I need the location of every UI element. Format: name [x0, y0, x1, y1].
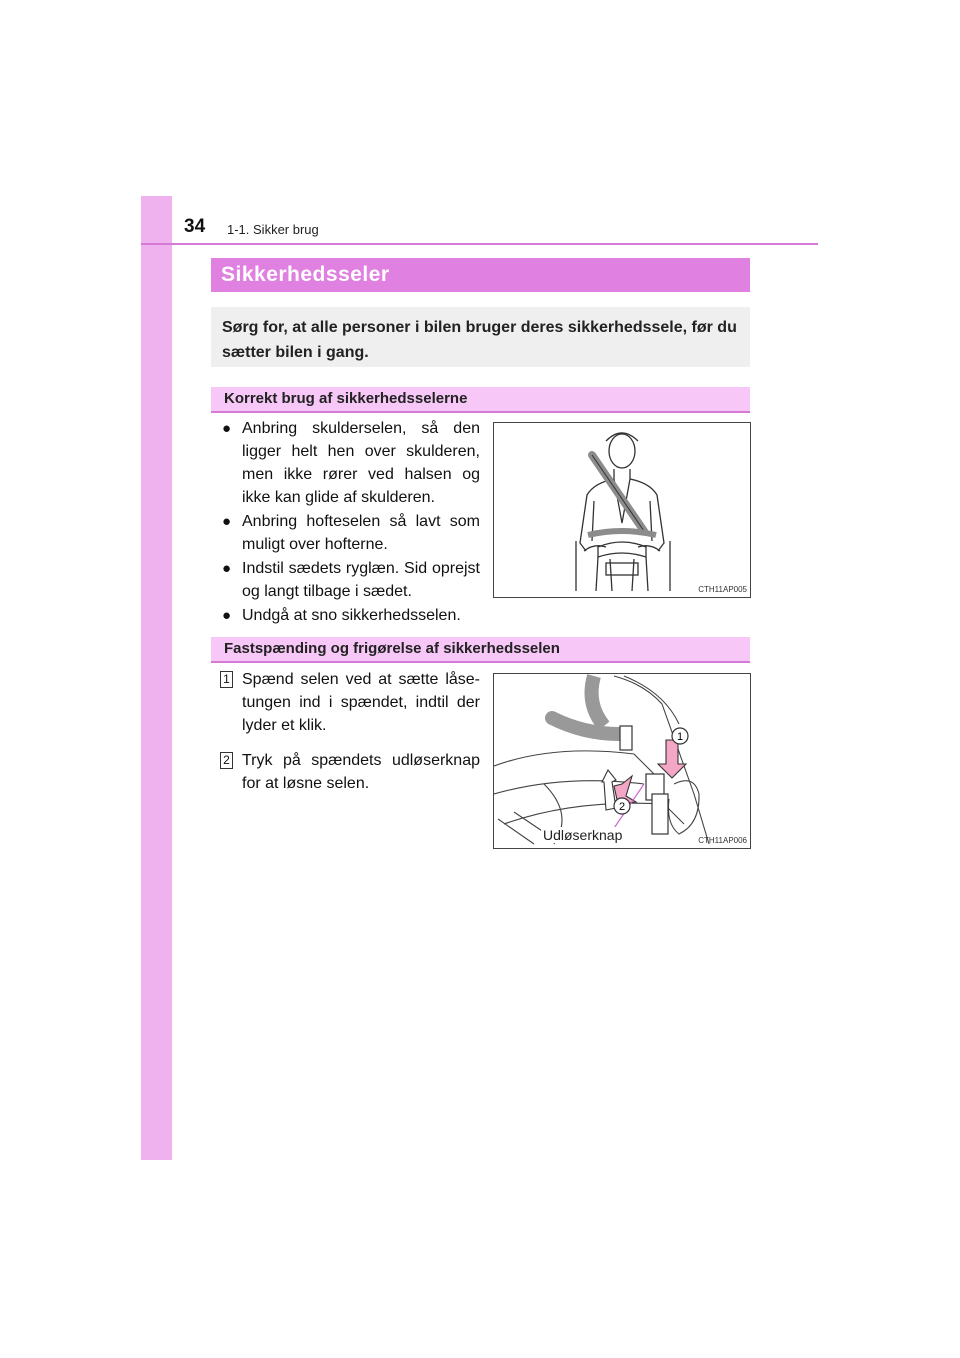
section-title-bar — [211, 258, 750, 292]
fasten-release-steps — [218, 668, 480, 807]
subheading-correct-use-label: Korrekt brug af sikkerhedsselerne — [224, 390, 468, 407]
list-item: 1 Spænd selen ved at sætte låse-tungen ind i spændet, indtil der lyder et klik. — [218, 668, 480, 737]
intro-text: Sørg for, at alle personer i bilen bruger deres sikkerhedssele, før du sætter bilen i gang. — [222, 319, 737, 361]
release-button-label: Udløserknap — [543, 827, 623, 843]
list-item: 2 Tryk på spændets udløserknap for at løsne selen. — [218, 749, 480, 795]
page-number: 34 — [184, 216, 206, 237]
seated-person-illustration — [493, 422, 751, 598]
callout-1: 1 — [676, 731, 684, 743]
chapter-title: 1-1. Sikker brug — [227, 222, 319, 237]
seated-person-drawing — [494, 423, 750, 597]
bullet-icon: ● — [222, 513, 232, 530]
step-number: 2 — [220, 752, 233, 769]
section-title: Sikkerhedsseler — [221, 263, 390, 286]
step-number: 1 — [220, 671, 233, 688]
subheading-correct-use — [211, 387, 750, 413]
subheading-fasten-release-label: Fastspænding og frigørelse af sikkerhedsselen — [224, 640, 560, 657]
figure-code: CTH11AP006 — [698, 836, 747, 845]
bullet-icon: ● — [222, 607, 232, 624]
list-item: ● Indstil sædets ryglæn. Sid oprejst og langt tilbage i sædet. — [222, 557, 480, 603]
buckle-illustration — [493, 673, 751, 849]
bullet-icon: ● — [222, 560, 232, 577]
figure-code: CTH11AP005 — [698, 585, 747, 594]
bullet-icon: ● — [222, 420, 232, 437]
callout-2: 2 — [618, 801, 626, 813]
list-item: ● Anbring skulderselen, så den ligger helt hen over skulderen, men ikke rører ved halsen og ikke kan glide af skulderen. — [222, 417, 480, 509]
chapter-sidebar-tab — [141, 196, 172, 1160]
intro-box — [211, 307, 750, 367]
list-item: ● Anbring hofteselen så lavt som muligt over hofterne. — [222, 510, 480, 556]
buckle-drawing — [494, 674, 750, 848]
list-item: ● Undgå at sno sikkerhedsselen. — [222, 604, 480, 627]
subheading-fasten-release — [211, 637, 750, 663]
header-divider — [141, 243, 818, 245]
correct-use-list — [222, 417, 480, 628]
